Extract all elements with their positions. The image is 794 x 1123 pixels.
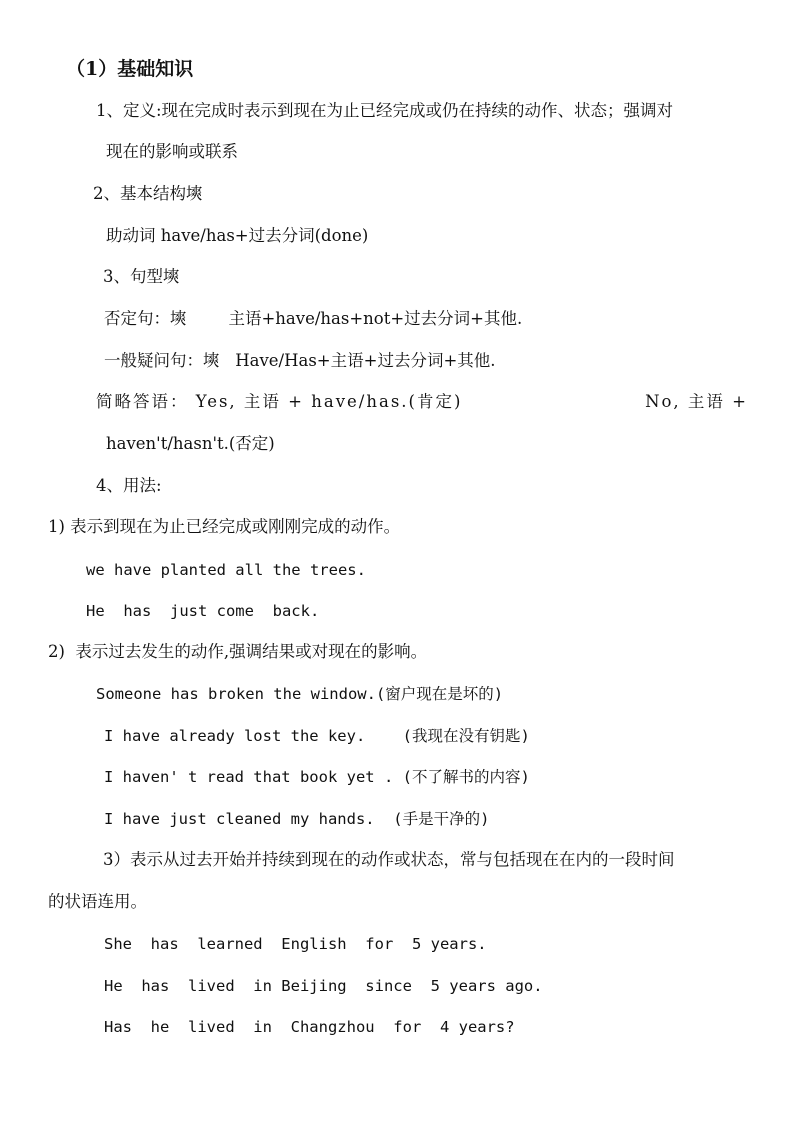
usage-item-2-example-3: I haven' t read that book yet . (不了解书的内容) bbox=[104, 768, 530, 786]
structure-heading: 2、基本结构塽 bbox=[93, 184, 203, 203]
usage-item-2-example-4: I have just cleaned my hands. (手是干净的) bbox=[104, 810, 490, 828]
short-answer-line-2: haven't/hasn't.(否定) bbox=[106, 434, 275, 453]
usage-item-3-title-line-1: 3）表示从过去开始并持续到现在的动作或状态，常与包括现在在内的一段时间 bbox=[103, 850, 675, 869]
usage-item-1-example-2: He has just come back. bbox=[86, 602, 320, 620]
general-question: 一般疑问句：塽 Have/Has+主语+过去分词+其他. bbox=[104, 351, 496, 370]
structure-formula: 助动词 have/has+过去分词(done) bbox=[106, 226, 369, 245]
usage-item-1-example-1: we have planted all the trees. bbox=[86, 561, 366, 579]
short-answer-line bbox=[96, 391, 748, 413]
usage-item-2-example-1: Someone has broken the window.(窗户现在是坏的) bbox=[96, 685, 504, 703]
usage-item-2-title: 2) 表示过去发生的动作,强调结果或对现在的影响。 bbox=[48, 642, 428, 661]
negative-sentence: 否定句：塽 主语+have/has+not+过去分词+其他. bbox=[104, 309, 523, 328]
sentence-patterns-heading: 3、句型塽 bbox=[103, 267, 180, 286]
definition-line-1: 1、定义:现在完成时表示到现在为止已经完成或仍在持续的动作、状态；强调对 bbox=[96, 101, 674, 120]
usage-heading: 4、用法: bbox=[96, 476, 162, 495]
definition-line-2: 现在的影响或联系 bbox=[106, 142, 238, 161]
short-answer-no: No, 主语 + bbox=[645, 392, 748, 411]
usage-item-1-title: 1) 表示到现在为止已经完成或刚刚完成的动作。 bbox=[48, 517, 401, 536]
usage-item-3-example-2: He has lived in Beijing since 5 years ago. bbox=[104, 977, 543, 995]
usage-item-3-example-1: She has learned English for 5 years. bbox=[104, 935, 487, 953]
section-title: （1）基础知识 bbox=[66, 58, 194, 80]
short-answer-yes: 简略答语： Yes, 主语 + have/has.(肯定) bbox=[96, 392, 463, 411]
usage-item-3-title-line-2: 的状语连用。 bbox=[48, 892, 147, 911]
usage-item-2-example-2: I have already lost the key. (我现在没有钥匙) bbox=[104, 727, 530, 745]
usage-item-3-example-3: Has he lived in Changzhou for 4 years? bbox=[104, 1018, 515, 1036]
